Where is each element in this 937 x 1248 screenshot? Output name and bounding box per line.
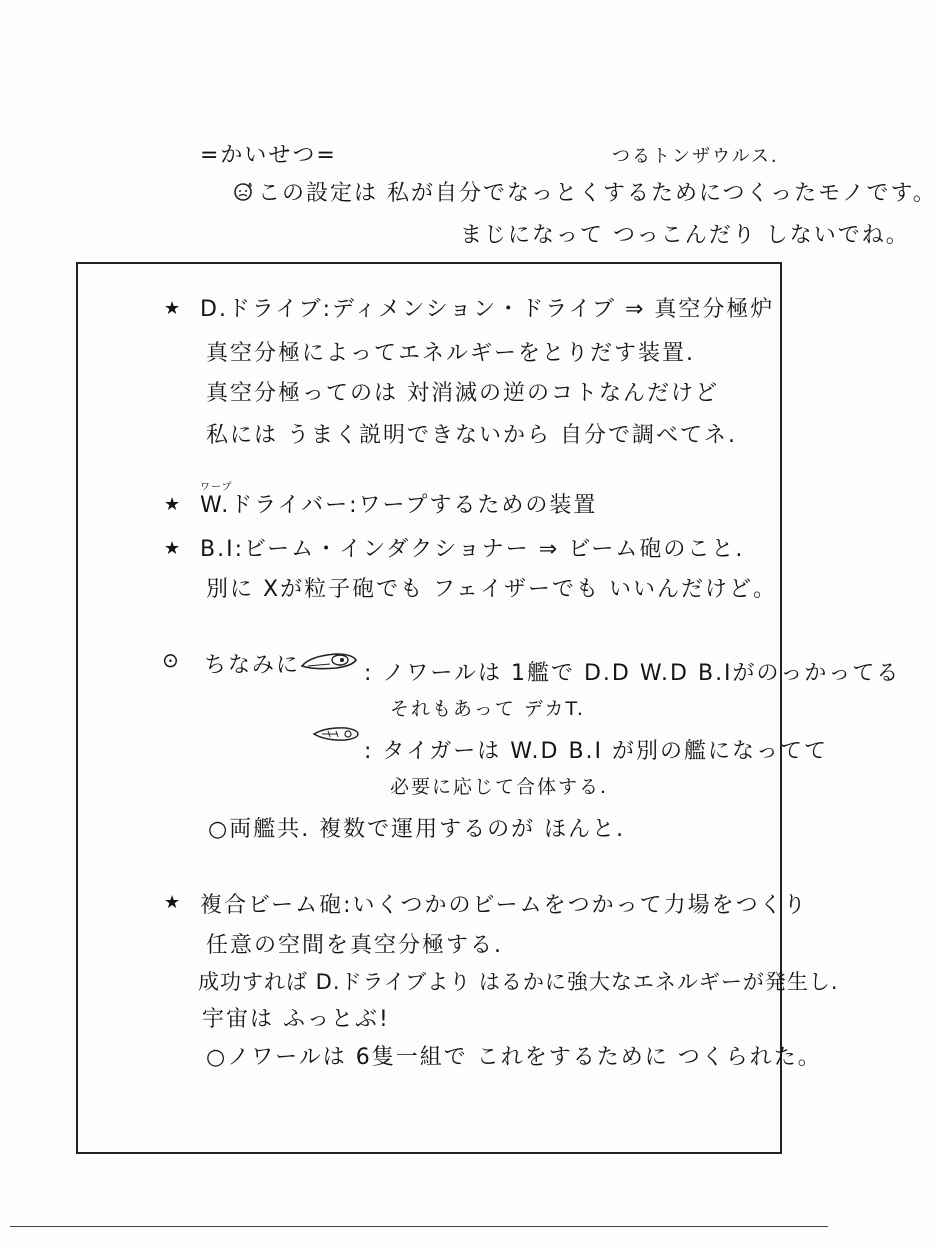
bi-line-1: B.I:ビーム・インダクショナー ⇒ ビーム砲のこと. — [200, 537, 745, 562]
dd-line-4: 私には うまく説明できないから 自分で調べてネ. — [206, 423, 737, 448]
star-bullet: ★ — [164, 494, 181, 515]
star-bullet: ★ — [164, 538, 181, 559]
page-title: =かいせつ= — [200, 143, 337, 168]
aside-tiger-line-1: : タイガーは W.D B.I が別の艦になってて — [364, 739, 829, 764]
spaceship-noir-icon — [300, 648, 360, 678]
dd-line-1: D.ドライブ:ディメンション・ドライブ ⇒ 真空分極炉 — [200, 297, 775, 322]
multi-line-2: 任意の空間を真空分極する. — [206, 933, 503, 958]
aside-label: ちなみに — [204, 653, 301, 678]
multi-line-3: 成功すれば D.ドライブより はるかに強大なエネルギーが発生し. — [198, 970, 839, 994]
spaceship-tiger-icon — [312, 724, 360, 748]
wd-line-1: W.ドライバー:ワープするための装置 — [200, 493, 598, 518]
author-signature: つるトンザウルス. — [612, 146, 779, 167]
aside-both-line: ○両艦共. 複数で運用するのが ほんと. — [208, 817, 626, 842]
wd-ruby: ワープ — [200, 482, 233, 493]
multi-line-5: ○ノワールは 6隻一組で これをするために つくられた。 — [206, 1045, 822, 1070]
circle-dot-bullet: ⊙ — [162, 648, 179, 672]
multi-line-1: 複合ビーム砲:いくつかのビームをつかって力場をつくり — [200, 893, 808, 918]
multi-line-4: 宇宙は ふっとぶ! — [202, 1007, 390, 1032]
dd-line-2: 真空分極によってエネルギーをとりだす装置. — [206, 341, 695, 366]
star-bullet: ★ — [164, 298, 181, 319]
bi-line-2: 別に Xが粒子砲でも フェイザーでも いいんだけど。 — [206, 577, 777, 602]
aside-noir-line-1: : ノワールは 1艦で D.D W.D B.Iがのっかってる — [364, 661, 901, 686]
aside-noir-line-2: それもあって デカT. — [390, 698, 585, 720]
sweat-face-icon — [232, 180, 254, 206]
intro-note-line-2: まじになって つっこんだり しないでね。 — [460, 223, 910, 248]
aside-tiger-line-2: 必要に応じて合体する. — [390, 776, 609, 798]
dd-line-3: 真空分極ってのは 対消滅の逆のコトなんだけど — [206, 381, 719, 406]
intro-note-line-1: この設定は 私が自分でなっとくするためにつくったモノです。 — [258, 181, 937, 206]
star-bullet: ★ — [164, 892, 181, 913]
page-bottom-rule — [10, 1226, 828, 1227]
